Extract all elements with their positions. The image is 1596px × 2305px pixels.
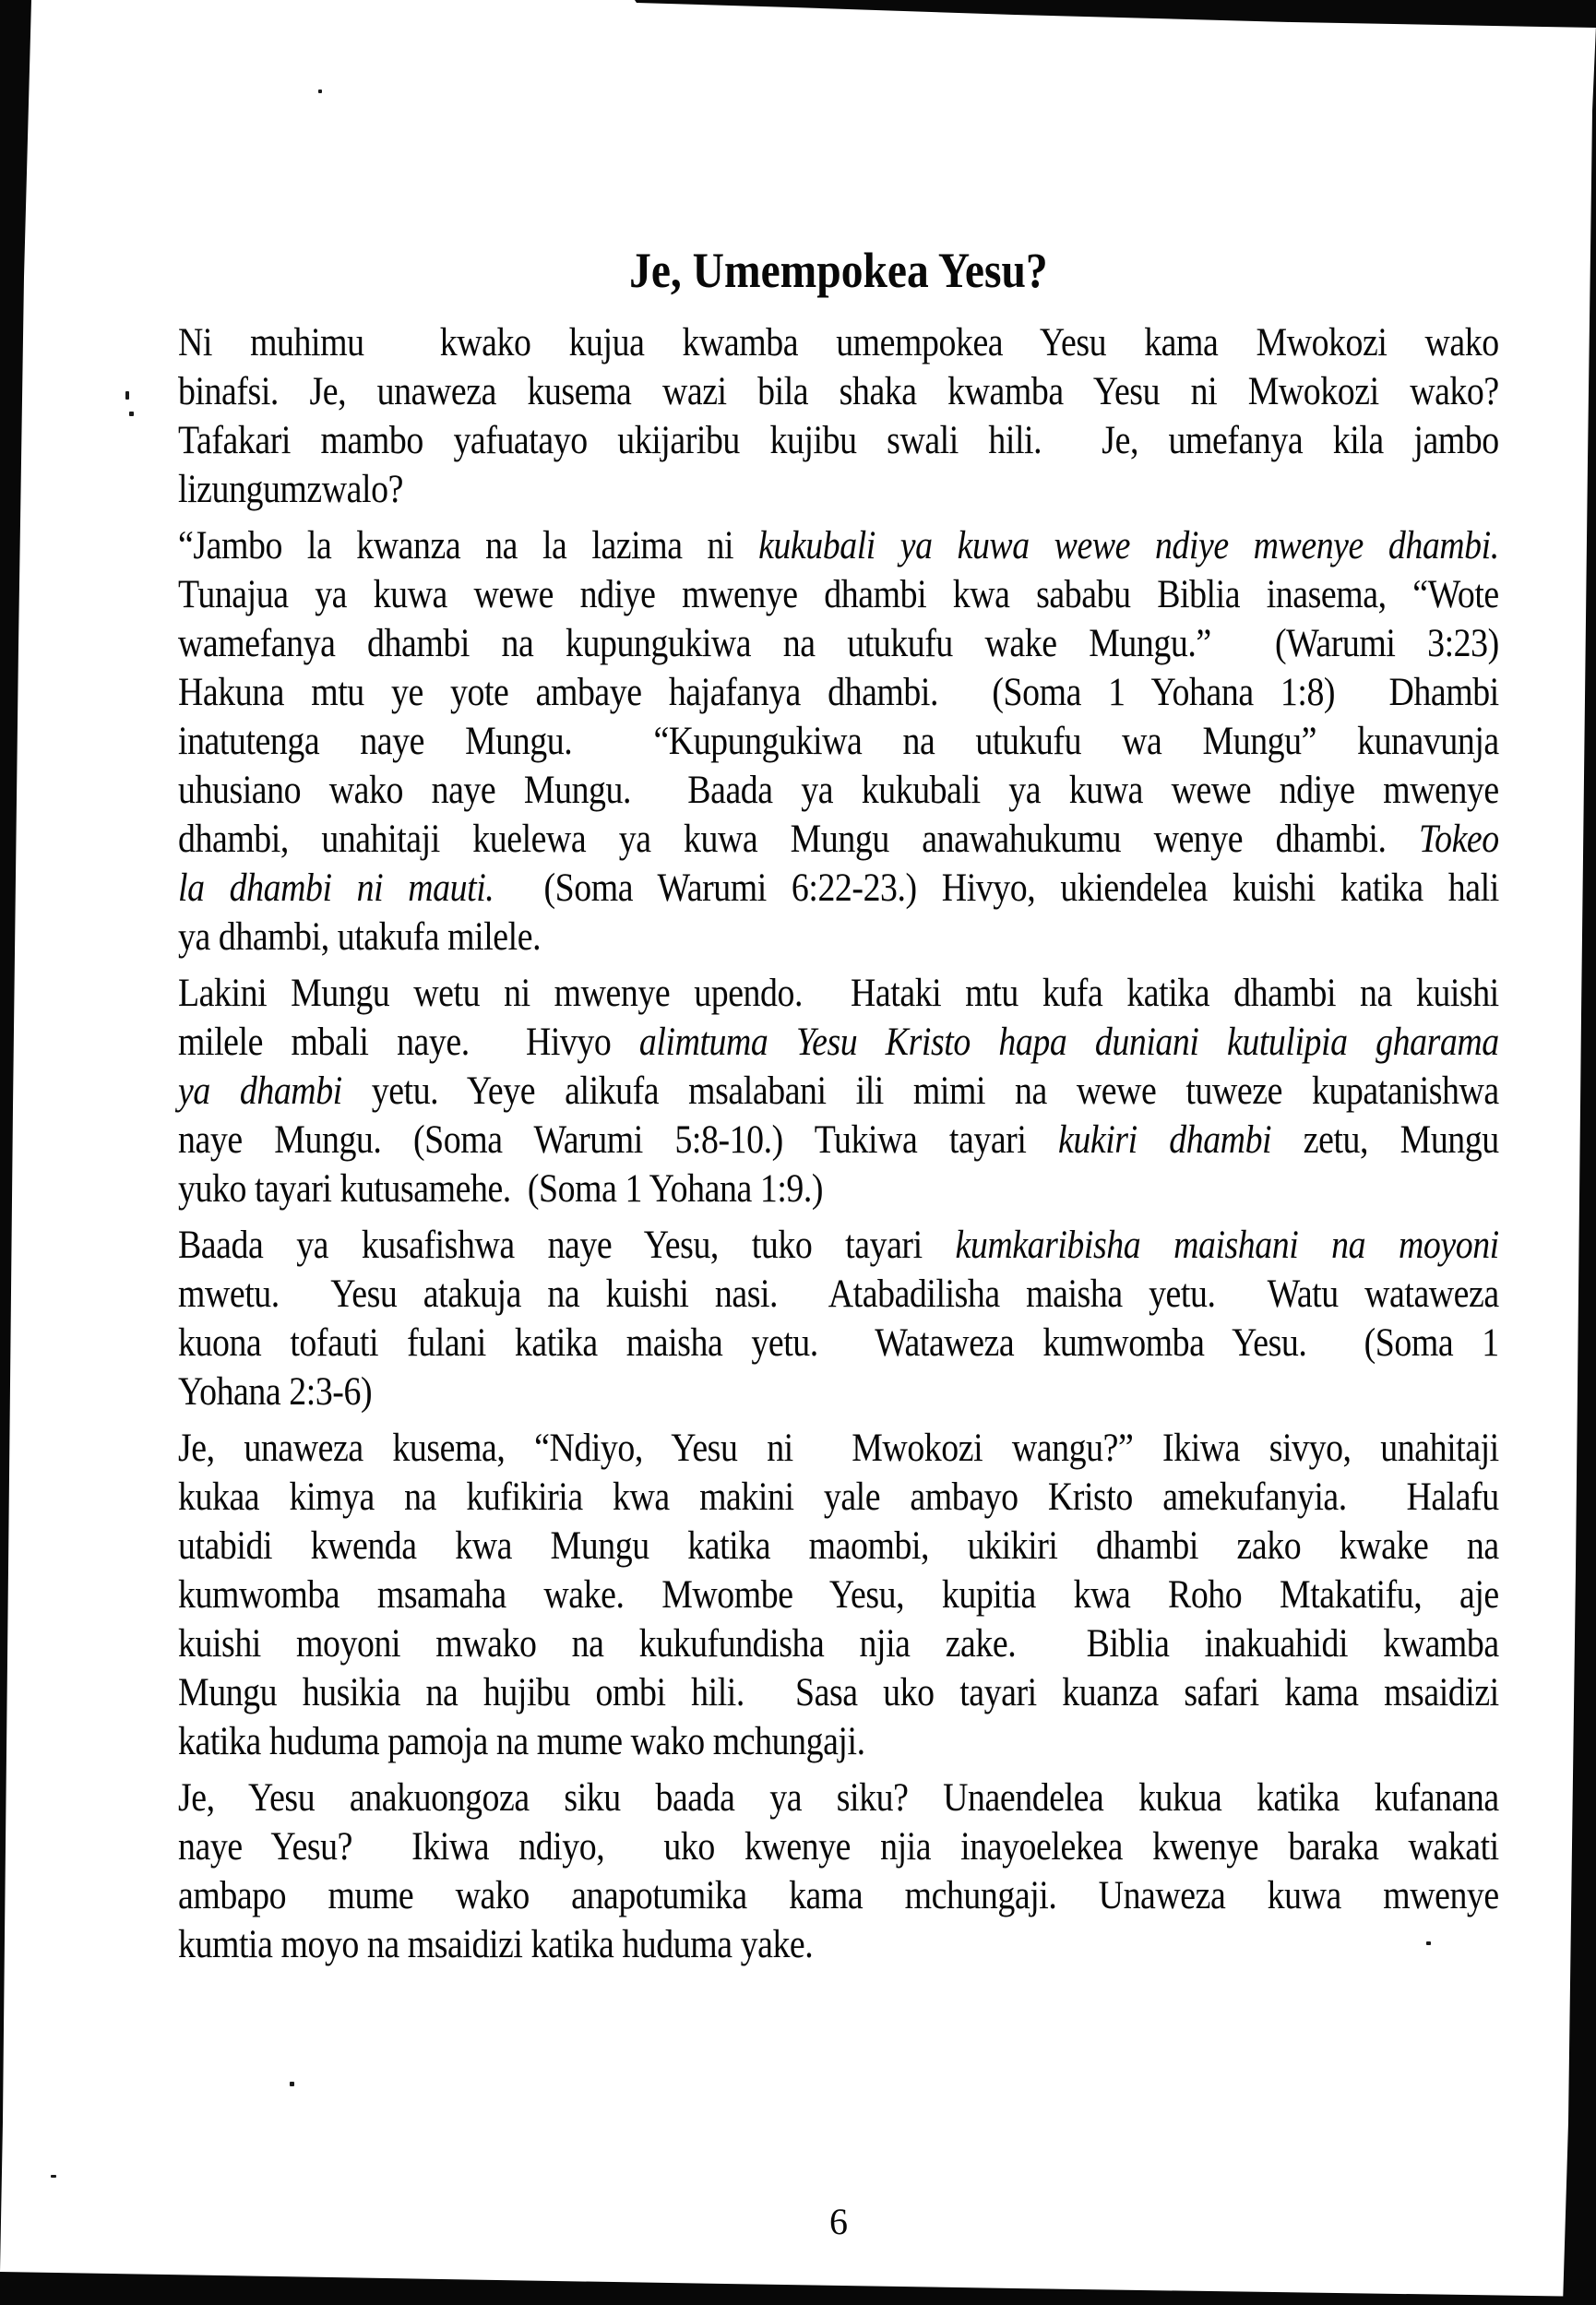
italic-text: kumkaribisha maishani na moyoni: [955, 1224, 1499, 1267]
text-line: [178, 1319, 1499, 1367]
text-segment: lizungumzwalo?: [178, 468, 403, 511]
text-line: [178, 969, 1499, 1018]
text-line: [178, 1822, 1499, 1871]
text-line: [178, 1116, 1499, 1164]
text-line: [178, 1473, 1499, 1522]
paragraph: [178, 969, 1499, 1213]
scan-edge-right: [1563, 26, 1596, 2305]
text-line: [178, 619, 1499, 668]
text-line: [178, 1774, 1499, 1822]
scan-speck: [125, 391, 129, 400]
text-line: [178, 416, 1499, 465]
paragraph: [178, 1774, 1499, 1969]
text-segment: katika huduma pamoja na mume wako mchungaji.: [178, 1720, 865, 1763]
text-segment: Mungu husikia na hujibu ombi hili. Sasa uko tayari kuanza safari kama msaidizi: [178, 1671, 1499, 1714]
text-line: [178, 465, 1499, 514]
text-line: [178, 1668, 1499, 1717]
text-segment: kuona tofauti fulani katika maisha yetu. Wataweza kumwomba Yesu. (Soma 1: [178, 1321, 1499, 1365]
text-line: [178, 1424, 1499, 1473]
text-line: [178, 318, 1499, 367]
text-segment: “Jambo la kwanza na la lazima ni: [178, 524, 759, 567]
italic-text: ya dhambi: [178, 1069, 342, 1113]
scan-edge-left: [0, 0, 31, 2272]
text-segment: yuko tayari kutusamehe. (Soma 1 Yohana 1:9.): [178, 1167, 824, 1211]
text-segment: Je, Yesu anakuongoza siku baada ya siku? Unaendelea kukua katika kufanana: [178, 1776, 1499, 1820]
text-segment: ya dhambi, utakufa milele.: [178, 915, 542, 959]
text-segment: utabidi kwenda kwa Mungu katika maombi, ukikiri dhambi zako kwake na: [178, 1524, 1499, 1568]
italic-text: alimtuma Yesu Kristo hapa duniani kutulipia gharama: [638, 1021, 1499, 1064]
scan-speck: [318, 90, 322, 93]
text-segment: uhusiano wako naye Mungu. Baada ya kukubali ya kuwa wewe ndiye mwenye: [178, 769, 1499, 812]
text-segment: yetu. Yeye alikufa msalabani ili mimi na wewe tuweze kupatanishwa: [341, 1069, 1499, 1113]
text-segment: binafsi. Je, unaweza kusema wazi bila shaka kwamba Yesu ni Mwokozi wako?: [178, 370, 1499, 413]
text-segment: wamefanya dhambi na kupungukiwa na utukufu wake Mungu.” (Warumi 3:23): [178, 622, 1499, 665]
text-segment: naye Mungu. (Soma Warumi 5:8-10.) Tukiwa tayari: [178, 1118, 1059, 1162]
text-segment: naye Yesu? Ikiwa ndiyo, uko kwenye njia inayoelekea kwenye baraka wakati: [178, 1825, 1499, 1869]
text-segment: Yohana 2:3-6): [178, 1370, 373, 1414]
text-line: [178, 913, 1499, 961]
text-line: [178, 1571, 1499, 1619]
text-segment: Tafakari mambo yafuatayo ukijaribu kujibu swali hili. Je, umefanya kila jambo: [178, 419, 1499, 462]
text-line: [178, 1619, 1499, 1668]
scan-edge-top: [635, 0, 1596, 28]
text-segment: (Soma Warumi 6:22-23.) Hivyo, ukiendelea kuishi katika hali: [494, 866, 1499, 910]
text-line: [178, 1018, 1499, 1067]
text-segment: Hakuna mtu ye yote ambaye hajafanya dhambi. (Soma 1 Yohana 1:8) Dhambi: [178, 671, 1499, 714]
page-content: [178, 245, 1499, 1977]
paragraph: [178, 318, 1499, 514]
text-line: [178, 367, 1499, 416]
text-line: [178, 668, 1499, 717]
text-segment: Tunajua ya kuwa wewe ndiye mwenye dhambi kwa sababu Biblia inasema, “Wote: [178, 573, 1499, 616]
text-line: [178, 815, 1499, 864]
text-line: [178, 1920, 1499, 1969]
text-segment: kukaa kimya na kufikiria kwa makini yale ambayo Kristo amekufanyia. Halafu: [178, 1475, 1499, 1519]
text-line: [178, 1522, 1499, 1571]
scan-speck: [290, 2082, 294, 2086]
text-segment: zetu, Mungu: [1271, 1118, 1499, 1162]
italic-text: la dhambi ni mauti.: [178, 866, 494, 910]
scan-edge-bottom: [0, 2272, 1596, 2305]
scan-speck: [51, 2175, 56, 2178]
text-line: [178, 1367, 1499, 1416]
text-segment: Ni muhimu kwako kujua kwamba umempokea Yesu kama Mwokozi wako: [178, 321, 1499, 364]
text-segment: Lakini Mungu wetu ni mwenye upendo. Hataki mtu kufa katika dhambi na kuishi: [178, 972, 1499, 1015]
page-number: 6: [829, 2201, 848, 2242]
text-segment: kuishi moyoni mwako na kukufundisha njia zake. Biblia inakuahidi kwamba: [178, 1622, 1499, 1666]
text-segment: Je, unaweza kusema, “Ndiyo, Yesu ni Mwokozi wangu?” Ikiwa sivyo, unahitaji: [178, 1427, 1499, 1470]
text-segment: ambapo mume wako anapotumika kama mchungaji. Unaweza kuwa mwenye: [178, 1874, 1499, 1917]
italic-text: Tokeo: [1418, 818, 1499, 861]
text-segment: inatutenga naye Mungu. “Kupungukiwa na utukufu wa Mungu” kunavunja: [178, 720, 1499, 763]
paragraph: [178, 1221, 1499, 1416]
text-line: [178, 521, 1499, 570]
text-segment: kumtia moyo na msaidizi katika huduma yake.: [178, 1923, 814, 1966]
text-line: [178, 864, 1499, 913]
text-segment: milele mbali naye. Hivyo: [178, 1021, 639, 1064]
paragraph: [178, 521, 1499, 961]
text-line: [178, 1221, 1499, 1270]
text-segment: dhambi, unahitaji kuelewa ya kuwa Mungu anawahukumu wenye dhambi.: [178, 818, 1419, 861]
italic-text: kukiri dhambi: [1058, 1118, 1272, 1162]
text-line: [178, 570, 1499, 619]
text-segment: kumwomba msamaha wake. Mwombe Yesu, kupitia kwa Roho Mtakatifu, aje: [178, 1573, 1499, 1617]
italic-text: kukubali ya kuwa wewe ndiye mwenye dhambi.: [758, 524, 1499, 567]
scan-speck: [129, 412, 134, 416]
text-segment: mwetu. Yesu atakuja na kuishi nasi. Atabadilisha maisha yetu. Watu wataweza: [178, 1272, 1499, 1316]
text-line: [178, 717, 1499, 766]
text-line: [178, 1871, 1499, 1920]
text-line: [178, 1717, 1499, 1766]
text-line: [178, 1164, 1499, 1213]
text-segment: Baada ya kusafishwa naye Yesu, tuko tayari: [178, 1224, 956, 1267]
text-line: [178, 766, 1499, 815]
text-line: [178, 1067, 1499, 1116]
paragraph: [178, 1424, 1499, 1766]
page-title: Je, Umempokea Yesu?: [629, 243, 1048, 298]
text-line: [178, 1270, 1499, 1319]
